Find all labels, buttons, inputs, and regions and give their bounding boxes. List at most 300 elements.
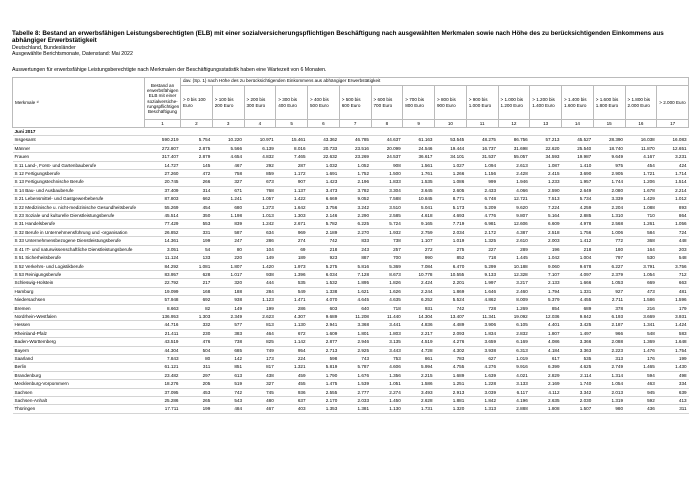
table-cell: 243 bbox=[339, 245, 371, 253]
table-cell: 467 bbox=[212, 161, 244, 169]
table-cell: 1.331 bbox=[562, 287, 594, 295]
table-row bbox=[13, 329, 689, 337]
table-cell: 2.628 bbox=[403, 397, 435, 405]
table-cell: 218 bbox=[308, 245, 340, 253]
column-number: 17 bbox=[657, 120, 689, 128]
table-cell: 1.242 bbox=[244, 220, 276, 228]
table-cell: 548 bbox=[657, 254, 689, 262]
table-cell: 216 bbox=[625, 304, 657, 312]
table-cell: 5.734 bbox=[562, 195, 594, 203]
table-cell: 7.224 bbox=[530, 203, 562, 211]
table-cell: 2.274 bbox=[371, 388, 403, 396]
table-cell: 18.276 bbox=[145, 380, 181, 388]
table-cell: 2.379 bbox=[593, 270, 625, 278]
table-cell: 20.099 bbox=[371, 144, 403, 152]
table-cell: 4.021 bbox=[498, 371, 530, 379]
table-cell: 3.051 bbox=[145, 245, 181, 253]
table-row bbox=[13, 195, 689, 203]
table-cell: 199 bbox=[244, 304, 276, 312]
table-row bbox=[13, 237, 689, 245]
row-label: Schleswig-Holstein bbox=[13, 279, 145, 287]
income-band-header: > 100 bis 200 Euro bbox=[212, 86, 244, 120]
table-cell: 1.535 bbox=[403, 178, 435, 186]
table-cell: 6.105 bbox=[498, 321, 530, 329]
table-row bbox=[13, 321, 689, 329]
table-cell: 34.593 bbox=[530, 153, 562, 161]
table-cell: 10.188 bbox=[498, 262, 530, 270]
table-cell: 12.606 bbox=[498, 220, 530, 228]
table-cell: 908 bbox=[371, 161, 403, 169]
table-cell: 2.003 bbox=[530, 237, 562, 245]
table-cell: 5.782 bbox=[308, 220, 340, 228]
table-cell: 1.422 bbox=[276, 195, 308, 203]
income-group-header: dav. (Sp. 1) nach Höhe des zu berücksichtigenden Einkommens aus abhängiger Erwerbstätigkeit bbox=[181, 78, 689, 86]
table-cell: 19.987 bbox=[562, 153, 594, 161]
table-cell: 680 bbox=[212, 203, 244, 211]
table-cell: 4.625 bbox=[562, 363, 594, 371]
table-cell: 592 bbox=[625, 397, 657, 405]
table-cell: 1.586 bbox=[625, 296, 657, 304]
table-cell: 6.399 bbox=[530, 363, 562, 371]
table-cell: 3.039 bbox=[466, 388, 498, 396]
table-cell: 504 bbox=[181, 346, 213, 354]
table-cell: 1.381 bbox=[339, 405, 371, 413]
table-cell: 5.299 bbox=[466, 262, 498, 270]
table-cell: 149 bbox=[212, 304, 244, 312]
table-cell: 12.721 bbox=[498, 195, 530, 203]
table-cell: 3.363 bbox=[562, 346, 594, 354]
table-cell: 4.066 bbox=[498, 186, 530, 194]
table-cell: 7.465 bbox=[276, 153, 308, 161]
table-cell: 1.006 bbox=[593, 228, 625, 236]
table-cell: 1.356 bbox=[371, 371, 403, 379]
income-band-header: > 200 bis 300 Euro bbox=[244, 86, 276, 120]
table-cell: 454 bbox=[181, 203, 213, 211]
table-row bbox=[13, 354, 689, 362]
table-cell: 2.214 bbox=[657, 186, 689, 194]
column-number: 14 bbox=[562, 120, 594, 128]
table-cell: 2.187 bbox=[593, 321, 625, 329]
table-row bbox=[13, 161, 689, 169]
table-cell: 9.052 bbox=[339, 195, 371, 203]
table-cell: 617 bbox=[530, 354, 562, 362]
table-cell: 55.269 bbox=[145, 203, 181, 211]
table-cell: 15.461 bbox=[276, 136, 308, 144]
table-cell: 1.756 bbox=[562, 228, 594, 236]
table-cell: 274 bbox=[276, 237, 308, 245]
table-cell: 1.790 bbox=[308, 371, 340, 379]
row-label: S 12 Fertigungsberufe bbox=[13, 170, 145, 178]
table-cell: 692 bbox=[181, 296, 213, 304]
row-label: S 51 Sicherheitsberufe bbox=[13, 254, 145, 262]
table-cell: 2.223 bbox=[593, 346, 625, 354]
table-cell: 22.632 bbox=[308, 153, 340, 161]
table-cell: 685 bbox=[212, 346, 244, 354]
table-cell: 5.173 bbox=[435, 203, 467, 211]
bestand-header: Bestand an erwerbsfähigen ELB mit einer sozialversiche-rungspflichtigen Beschäftigung bbox=[145, 78, 181, 120]
table-cell: 1.053 bbox=[593, 279, 625, 287]
column-number: 8 bbox=[371, 120, 403, 128]
table-cell: 8.673 bbox=[371, 270, 403, 278]
table-cell: 1.019 bbox=[435, 237, 467, 245]
table-cell: 583 bbox=[657, 329, 689, 337]
table-cell: 2.941 bbox=[308, 321, 340, 329]
column-number: 10 bbox=[435, 120, 467, 128]
table-cell: 742 bbox=[435, 304, 467, 312]
table-cell: 69 bbox=[276, 245, 308, 253]
table-cell: 5.994 bbox=[403, 363, 435, 371]
table-cell: 142 bbox=[212, 354, 244, 362]
table-cell: 1.353 bbox=[308, 405, 340, 413]
table-cell: 4.070 bbox=[308, 296, 340, 304]
table-cell: 16.737 bbox=[466, 144, 498, 152]
table-cell: 1.609 bbox=[308, 329, 340, 337]
row-label: Nordrhein-Westfalen bbox=[13, 312, 145, 320]
table-cell: 1.156 bbox=[466, 170, 498, 178]
table-cell: 584 bbox=[625, 228, 657, 236]
table-cell: 12.036 bbox=[530, 312, 562, 320]
table-cell: 10.220 bbox=[212, 136, 244, 144]
table-cell: 27.260 bbox=[145, 170, 181, 178]
table-cell: 637 bbox=[276, 397, 308, 405]
row-label: S 13 Fertigungstechnische Berufe bbox=[13, 178, 145, 186]
table-cell: 535 bbox=[276, 279, 308, 287]
table-cell: 332 bbox=[181, 321, 213, 329]
table-row bbox=[13, 388, 689, 396]
table-cell: 938 bbox=[244, 270, 276, 278]
table-cell: 13.407 bbox=[435, 312, 467, 320]
table-cell: 20.745 bbox=[145, 178, 181, 186]
table-cell: 2.201 bbox=[435, 279, 467, 287]
table-cell: 1.514 bbox=[657, 178, 689, 186]
table-cell: 6.227 bbox=[593, 262, 625, 270]
table-cell: 833 bbox=[339, 237, 371, 245]
table-cell: 1.721 bbox=[625, 170, 657, 178]
table-cell: 5.524 bbox=[435, 296, 467, 304]
row-label: Thüringen bbox=[13, 405, 145, 413]
table-row bbox=[13, 144, 689, 152]
table-cell: 594 bbox=[625, 371, 657, 379]
table-cell: 5.379 bbox=[530, 296, 562, 304]
table-cell: 54 bbox=[181, 245, 213, 253]
table-cell: 728 bbox=[466, 304, 498, 312]
table-cell: 2.460 bbox=[498, 287, 530, 295]
table-cell: 749 bbox=[244, 346, 276, 354]
table-row bbox=[13, 405, 689, 413]
table-cell: 3.366 bbox=[562, 338, 594, 346]
table-cell: 1.412 bbox=[562, 237, 594, 245]
table-cell: 368 bbox=[625, 237, 657, 245]
table-row bbox=[13, 170, 689, 178]
table-cell: 188 bbox=[212, 287, 244, 295]
table-cell: 1.338 bbox=[308, 287, 340, 295]
table-cell: 712 bbox=[657, 270, 689, 278]
row-label: S 31 Handelsberufe bbox=[13, 220, 145, 228]
table-cell: 6.313 bbox=[498, 346, 530, 354]
column-number: 1 bbox=[145, 120, 181, 128]
table-cell: 1.313 bbox=[466, 405, 498, 413]
row-label: Hessen bbox=[13, 321, 145, 329]
table-cell: 5.819 bbox=[308, 363, 340, 371]
table-cell: 1.172 bbox=[276, 170, 308, 178]
table-cell: 133 bbox=[181, 254, 213, 262]
table-cell: 2.610 bbox=[498, 237, 530, 245]
table-cell: 313 bbox=[593, 354, 625, 362]
table-cell: 2.635 bbox=[530, 397, 562, 405]
table-cell: 969 bbox=[276, 228, 308, 236]
table-cell: 3.906 bbox=[466, 321, 498, 329]
data-table bbox=[12, 77, 689, 414]
row-label: Frauen bbox=[13, 153, 145, 161]
table-cell: 772 bbox=[593, 237, 625, 245]
table-cell: 7.843 bbox=[145, 354, 181, 362]
income-band-header: > 1.200 bis 1.400 Euro bbox=[530, 86, 562, 120]
table-cell: 7.107 bbox=[530, 270, 562, 278]
row-label: S 33 Unternehmensbezogene Dienstleistungsberufe bbox=[13, 237, 145, 245]
table-cell: 43.362 bbox=[308, 136, 340, 144]
table-cell: 1.081 bbox=[181, 262, 213, 270]
table-cell: 61.163 bbox=[403, 136, 435, 144]
table-cell: 2.093 bbox=[435, 329, 467, 337]
table-cell: 3.242 bbox=[339, 203, 371, 211]
table-cell: 4.755 bbox=[435, 363, 467, 371]
table-cell: 472 bbox=[181, 170, 213, 178]
table-cell: 2.671 bbox=[276, 220, 308, 228]
table-cell: 4.862 bbox=[466, 296, 498, 304]
table-cell: 6.748 bbox=[466, 195, 498, 203]
table-cell: 854 bbox=[530, 304, 562, 312]
table-cell: 817 bbox=[244, 363, 276, 371]
table-cell: 6.139 bbox=[244, 144, 276, 152]
row-label: Berlin bbox=[13, 363, 145, 371]
table-cell: 84.292 bbox=[145, 262, 181, 270]
table-cell: 9.807 bbox=[498, 212, 530, 220]
table-cell: 266 bbox=[181, 178, 213, 186]
table-cell: 311 bbox=[657, 405, 689, 413]
table-cell: 3.669 bbox=[625, 312, 657, 320]
table-cell: 463 bbox=[625, 380, 657, 388]
table-row bbox=[13, 380, 689, 388]
table-cell: 6.470 bbox=[435, 262, 467, 270]
table-cell: 19.099 bbox=[145, 287, 181, 295]
table-cell: 945 bbox=[625, 388, 657, 396]
table-cell: 6.034 bbox=[308, 270, 340, 278]
table-cell: 1.794 bbox=[530, 287, 562, 295]
table-cell: 1.666 bbox=[562, 279, 594, 287]
table-cell: 553 bbox=[181, 220, 213, 228]
income-band-header: > 1.000 bis 1.200 Euro bbox=[498, 86, 530, 120]
table-cell: 893 bbox=[657, 203, 689, 211]
table-cell: 1.057 bbox=[244, 195, 276, 203]
table-cell: 205 bbox=[181, 380, 213, 388]
column-number: 6 bbox=[308, 120, 340, 128]
table-cell: 2.415 bbox=[530, 170, 562, 178]
table-cell: 519 bbox=[212, 380, 244, 388]
table-cell: 672 bbox=[276, 329, 308, 337]
table-cell: 1.019 bbox=[498, 354, 530, 362]
table-cell: 1.321 bbox=[276, 363, 308, 371]
table-cell: 22.792 bbox=[145, 279, 181, 287]
table-cell: 11.870 bbox=[625, 144, 657, 152]
table-cell: 4.728 bbox=[403, 346, 435, 354]
table-cell: 5.369 bbox=[371, 262, 403, 270]
table-row bbox=[13, 397, 689, 405]
section-label: Juni 2017 bbox=[13, 128, 689, 136]
table-cell: 907 bbox=[276, 178, 308, 186]
table-cell: 3.425 bbox=[562, 321, 594, 329]
column-number: 9 bbox=[403, 120, 435, 128]
table-cell: 1.341 bbox=[625, 321, 657, 329]
table-cell: 2.905 bbox=[593, 170, 625, 178]
table-cell: 783 bbox=[435, 354, 467, 362]
table-cell: 975 bbox=[593, 161, 625, 169]
table-cell: 839 bbox=[212, 220, 244, 228]
table-cell: 9.133 bbox=[466, 270, 498, 278]
income-band-header: > 600 bis 700 Euro bbox=[371, 86, 403, 120]
table-cell: 350 bbox=[181, 212, 213, 220]
table-cell: 11.440 bbox=[371, 312, 403, 320]
row-label: S 23 Soziale und kulturelle Dienstleistungsberufe bbox=[13, 212, 145, 220]
table-cell: 797 bbox=[593, 254, 625, 262]
column-number: 12 bbox=[498, 120, 530, 128]
table-cell: 3.133 bbox=[498, 380, 530, 388]
table-cell: 1.004 bbox=[562, 254, 594, 262]
table-cell: 5.816 bbox=[339, 262, 371, 270]
table-cell: 3.304 bbox=[371, 186, 403, 194]
table-cell: 1.303 bbox=[181, 312, 213, 320]
table-cell: 292 bbox=[244, 161, 276, 169]
table-cell: 3.938 bbox=[466, 346, 498, 354]
table-cell: 1.013 bbox=[244, 212, 276, 220]
table-cell: 10.778 bbox=[403, 270, 435, 278]
table-cell: 57.213 bbox=[530, 136, 562, 144]
table-cell: 1.997 bbox=[466, 279, 498, 287]
table-cell: 548 bbox=[625, 329, 657, 337]
table-cell: 11.124 bbox=[145, 254, 181, 262]
table-cell: 4.259 bbox=[562, 203, 594, 211]
table-cell: 1.497 bbox=[562, 329, 594, 337]
table-cell: 1.042 bbox=[530, 254, 562, 262]
table-cell: 230 bbox=[181, 329, 213, 337]
table-cell: 7.719 bbox=[435, 220, 467, 228]
table-row bbox=[13, 186, 689, 194]
table-row bbox=[13, 296, 689, 304]
table-cell: 2.169 bbox=[530, 380, 562, 388]
table-cell: 3.368 bbox=[339, 321, 371, 329]
table-cell: 2.605 bbox=[435, 186, 467, 194]
table-cell: 1.198 bbox=[212, 212, 244, 220]
column-number: 15 bbox=[593, 120, 625, 128]
table-cell: 4.635 bbox=[371, 296, 403, 304]
table-cell: 10.845 bbox=[403, 195, 435, 203]
table-cell: 44.637 bbox=[371, 136, 403, 144]
table-cell: 203 bbox=[657, 245, 689, 253]
income-band-header: > 800 bis 900 Euro bbox=[435, 86, 467, 120]
row-label: Sachsen bbox=[13, 388, 145, 396]
table-cell: 448 bbox=[657, 237, 689, 245]
table-cell: 2.196 bbox=[339, 178, 371, 186]
table-cell: 467 bbox=[244, 405, 276, 413]
table-cell: 738 bbox=[371, 237, 403, 245]
table-cell: 331 bbox=[181, 228, 213, 236]
table-cell: 5.754 bbox=[181, 136, 213, 144]
table-cell: 4.832 bbox=[244, 153, 276, 161]
table-cell: 1.266 bbox=[435, 170, 467, 178]
table-cell: 4.196 bbox=[498, 397, 530, 405]
table-row bbox=[13, 363, 689, 371]
table-cell: 436 bbox=[625, 405, 657, 413]
table-cell: 3.339 bbox=[593, 195, 625, 203]
table-cell: 887 bbox=[339, 254, 371, 262]
table-cell: 10.971 bbox=[244, 136, 276, 144]
table-row bbox=[13, 287, 689, 295]
table-cell: 1.946 bbox=[498, 178, 530, 186]
table-cell: 1.056 bbox=[657, 220, 689, 228]
table-cell: 77.429 bbox=[145, 220, 181, 228]
table-cell: 257 bbox=[371, 245, 403, 253]
table-cell: 1.808 bbox=[530, 405, 562, 413]
table-cell: 320 bbox=[212, 279, 244, 287]
table-cell: 1.269 bbox=[498, 304, 530, 312]
table-cell: 2.080 bbox=[593, 186, 625, 194]
table-cell: 18.740 bbox=[593, 144, 625, 152]
waiting-period-note: Auswertungen für erwerbsfähige Leistungsberechtigte nach Merkmalen der Beschäftigungsstatistik haben eine Wartezeit von 6 Monaten. bbox=[12, 67, 327, 73]
table-cell: 4.645 bbox=[339, 296, 371, 304]
table-cell: 286 bbox=[276, 304, 308, 312]
table-row bbox=[13, 153, 689, 161]
table-cell: 2.913 bbox=[435, 388, 467, 396]
table-cell: 1.465 bbox=[625, 363, 657, 371]
row-label: Mecklenburg-Vorpommern bbox=[13, 380, 145, 388]
table-row bbox=[13, 178, 689, 186]
table-cell: 1.500 bbox=[371, 170, 403, 178]
table-cell: 724 bbox=[657, 228, 689, 236]
income-band-header: > 500 bis 600 Euro bbox=[339, 86, 371, 120]
table-cell: 1.233 bbox=[530, 178, 562, 186]
table-cell: 220 bbox=[212, 254, 244, 262]
table-cell: 26.852 bbox=[145, 228, 181, 236]
table-cell: 1.691 bbox=[308, 170, 340, 178]
table-cell: 1.142 bbox=[276, 338, 308, 346]
table-cell: 484 bbox=[212, 405, 244, 413]
table-cell: 1.012 bbox=[657, 195, 689, 203]
table-cell: 2.613 bbox=[498, 161, 530, 169]
table-cell: 923 bbox=[308, 254, 340, 262]
table-cell: 1.507 bbox=[562, 405, 594, 413]
income-band-header: > 400 bis 500 Euro bbox=[308, 86, 340, 120]
table-cell: 2.946 bbox=[339, 338, 371, 346]
table-cell: 1.932 bbox=[371, 228, 403, 236]
table-cell: 1.251 bbox=[435, 380, 467, 388]
table-cell: 4.654 bbox=[212, 153, 244, 161]
table-cell: 7.513 bbox=[530, 195, 562, 203]
row-label: Baden-Württemberg bbox=[13, 338, 145, 346]
table-cell: 1.054 bbox=[593, 380, 625, 388]
row-label: S 14 Bau- und Ausbauberufe bbox=[13, 186, 145, 194]
table-cell: 9.678 bbox=[562, 262, 594, 270]
table-cell: 2.585 bbox=[371, 212, 403, 220]
table-cell: 9.916 bbox=[498, 363, 530, 371]
table-cell: 2.170 bbox=[308, 397, 340, 405]
table-cell: 1.539 bbox=[339, 380, 371, 388]
table-cell: 82 bbox=[181, 304, 213, 312]
table-cell: 2.244 bbox=[403, 287, 435, 295]
table-cell: 464 bbox=[244, 329, 276, 337]
table-cell: 6.609 bbox=[530, 220, 562, 228]
income-band-header: > 0 bis 100 Euro bbox=[181, 86, 213, 120]
table-cell: 1.642 bbox=[276, 203, 308, 211]
table-row bbox=[13, 338, 689, 346]
